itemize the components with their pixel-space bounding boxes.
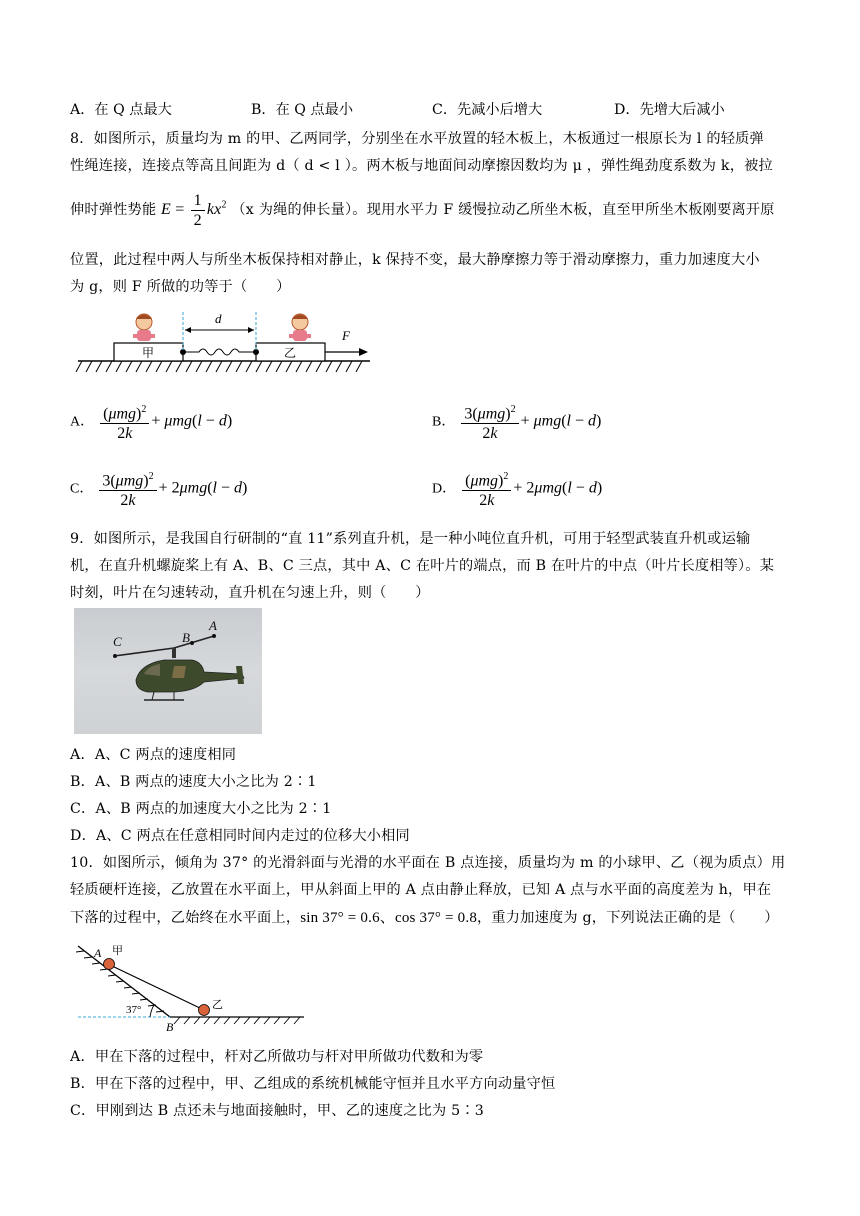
rigid-rod — [110, 965, 204, 1010]
helicopter-photo — [74, 608, 262, 734]
q8-figure — [74, 308, 374, 380]
q9-option-b: B．A、B 两点的速度大小之比为 2∶1 — [70, 774, 317, 790]
point-b-label: B — [166, 1020, 174, 1032]
photo-label-c: C — [113, 634, 122, 649]
ball-jia-label: 甲 — [112, 944, 123, 957]
dimension-d-label: d — [215, 311, 222, 326]
point-a-marker — [212, 634, 216, 638]
q10-stem-line1: 10．如图所示，倾角为 37° 的光滑斜面与光滑的水平面在 B 点连接，质量均为 m 的小球甲、乙（视为质点）用 — [70, 855, 786, 871]
q9-stem-line2: 机，在直升机螺旋桨上有 A、B、C 三点，其中 A、C 在叶片的端点，而 B 在叶片的中点（叶片长度相等）。某 — [70, 558, 775, 574]
force-arrow-icon — [359, 348, 368, 356]
q8-stem-line3-post: （x 为绳的伸长量）。现用水平力 F 缓慢拉动乙所坐木板，直至甲所坐木板刚要离开原 — [231, 202, 775, 219]
q10-option-c: C．甲刚到达 B 点还未与地面接触时，甲、乙的速度之比为 5∶3 — [70, 1103, 484, 1119]
ball-yi-icon — [199, 1005, 210, 1016]
board-yi-label: 乙 — [284, 346, 297, 360]
q9-stem-line1: 9．如图所示，是我国自行研制的“直 11”系列直升机，是一种小吨位直升机，可用于轻型武装直升机或运输 — [70, 531, 751, 547]
q9-option-c: C．A、B 两点的加速度大小之比为 2∶1 — [70, 801, 332, 817]
q8-option-d: D． $\frac{(\mu mg)^2}{2k}$ + 2μmg(l − d) — [432, 468, 602, 509]
ball-jia-icon — [104, 959, 115, 970]
helicopter-body-icon — [136, 660, 244, 692]
person-yi-icon — [289, 314, 311, 341]
q8-stem-line2: 性绳连接，连接点等高且间距为 d（ d < l ）。两木板与地面间动摩擦因数均为 μ ，弹性绳劲度系数为 k，被拉 — [70, 158, 773, 174]
q10-trig-values: sin 37° = 0.6、cos 37° = 0.8 — [300, 910, 478, 926]
board-jia-label: 甲 — [142, 346, 155, 360]
q9-option-d: D．A、C 两点在任意相同时间内走过的位移大小相同 — [70, 828, 410, 844]
q8-stem-line3-pre: 伸时弹性势能 — [70, 202, 157, 219]
q8-stem-line1: 8．如图所示，质量均为 m 的甲、乙两同学，分别坐在水平放置的轻木板上，木板通过一根原长为 l 的轻质弹 — [70, 131, 764, 147]
elastic-cord — [183, 349, 256, 355]
q10-stem-line2: 轻质硬杆连接，乙放置在水平面上，甲从斜面上甲的 A 点由静止释放，已知 A 点与水平面的高度差为 h，甲在 — [70, 882, 772, 898]
q10-option-b: B．甲在下落的过程中，甲、乙组成的系统机械能守恒并且水平方向动量守恒 — [70, 1076, 556, 1092]
q7-option-d: D．先增大后减小 — [614, 102, 725, 118]
q10-stem-line3 — [70, 906, 779, 927]
ball-yi-label: 乙 — [212, 998, 223, 1011]
force-F-label: F — [342, 328, 350, 343]
q10-stem-line3-pre: 下落的过程中，乙始终在水平面上， — [70, 910, 301, 926]
q8-option-c: C． $\frac{3(\mu mg)^2}{2k}$ + 2μmg(l − d) — [70, 468, 247, 509]
angle-37-label: 37° — [126, 1004, 142, 1016]
point-a-label: A — [94, 946, 102, 960]
q9-stem-line3: 时刻，叶片在匀速转动，直升机在匀速上升，则（ ） — [70, 585, 430, 601]
q8-stem-line3 — [70, 192, 775, 229]
q8-option-a: A． $\frac{(\mu mg)^2}{2k}$ + μmg(l − d) — [70, 401, 232, 442]
q7-option-b: B．在 Q 点最小 — [251, 102, 354, 118]
q7-option-a: A．在 Q 点最大 — [70, 102, 172, 118]
q10-stem-line3-post: ，重力加速度为 g，下列说法正确的是（ ） — [477, 910, 779, 926]
q10-figure — [70, 940, 310, 1032]
q8-stem-line5: 为 g，则 F 所做的功等于（ ） — [70, 279, 291, 295]
q8-stem-line4: 位置，此过程中两人与所坐木板保持相对静止，k 保持不变，最大静摩擦力等于滑动摩擦力，重力加速度大小 — [70, 252, 760, 268]
point-b-marker — [190, 641, 194, 645]
q9-option-a: A．A、C 两点的速度相同 — [70, 747, 237, 763]
q10-option-a: A．甲在下落的过程中，杆对乙所做功与杆对甲所做功代数和为零 — [70, 1049, 484, 1065]
q8-option-b: B． $\frac{3(\mu mg)^2}{2k}$ + μmg(l − d) — [432, 401, 601, 442]
photo-label-b: B — [182, 630, 190, 645]
photo-label-a: A — [209, 618, 217, 633]
point-c-marker — [113, 654, 117, 658]
q8-energy-formula: E = $\frac{1}{2}$ $kx^2$ — [161, 192, 227, 229]
q7-option-c: C．先减小后增大 — [432, 102, 543, 118]
person-jia-icon — [133, 314, 155, 341]
